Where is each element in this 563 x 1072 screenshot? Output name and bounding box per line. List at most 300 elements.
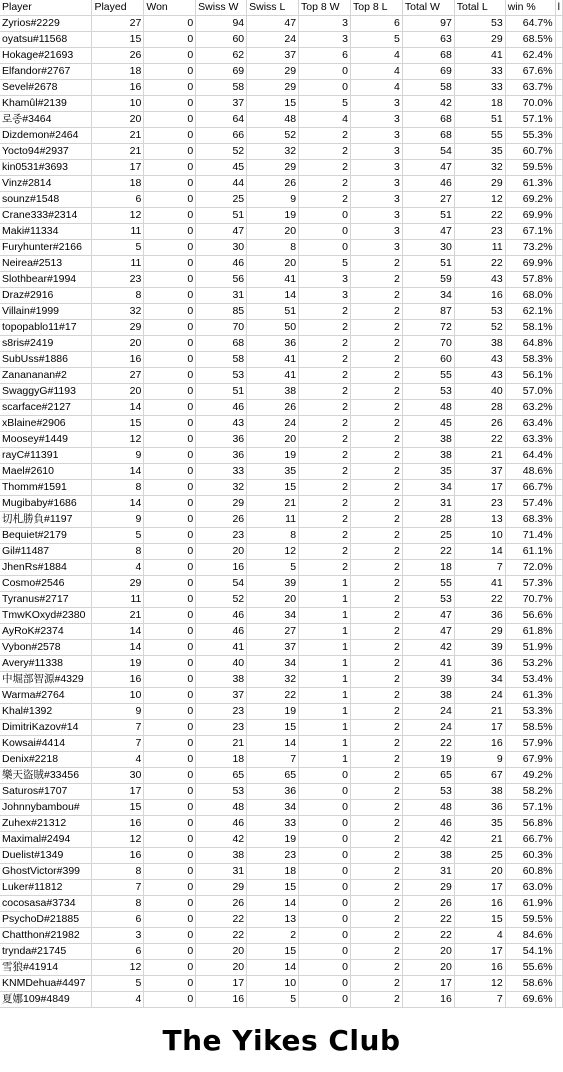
win-pct-cell: 61.3% bbox=[505, 176, 555, 192]
played-cell: 12 bbox=[92, 832, 144, 848]
player-name: PsychoD#21885 bbox=[0, 912, 92, 928]
won-cell: 0 bbox=[144, 720, 196, 736]
total-l-cell: 13 bbox=[454, 512, 505, 528]
player-name: Dizdemon#2464 bbox=[0, 128, 92, 144]
extra-cell bbox=[555, 768, 562, 784]
extra-cell bbox=[555, 192, 562, 208]
total-w-cell: 19 bbox=[402, 752, 454, 768]
table-row bbox=[0, 528, 563, 544]
top8-l-cell: 2 bbox=[350, 384, 402, 400]
top8-w-cell: 1 bbox=[299, 720, 351, 736]
swiss-w-cell: 20 bbox=[196, 544, 247, 560]
swiss-l-cell: 23 bbox=[247, 848, 299, 864]
top8-w-cell: 2 bbox=[299, 144, 351, 160]
top8-l-cell: 2 bbox=[350, 832, 402, 848]
swiss-w-cell: 40 bbox=[196, 656, 247, 672]
extra-cell bbox=[555, 816, 562, 832]
table-row bbox=[0, 320, 563, 336]
total-w-cell: 22 bbox=[402, 912, 454, 928]
table-row bbox=[0, 400, 563, 416]
top8-l-cell: 2 bbox=[350, 864, 402, 880]
top8-l-cell: 2 bbox=[350, 560, 402, 576]
swiss-w-cell: 46 bbox=[196, 624, 247, 640]
swiss-l-cell: 10 bbox=[247, 976, 299, 992]
swiss-l-cell: 29 bbox=[247, 64, 299, 80]
total-l-cell: 22 bbox=[454, 256, 505, 272]
played-cell: 11 bbox=[92, 592, 144, 608]
extra-cell bbox=[555, 128, 562, 144]
top8-l-cell: 3 bbox=[350, 112, 402, 128]
top8-l-cell: 2 bbox=[350, 496, 402, 512]
win-pct-cell: 61.3% bbox=[505, 688, 555, 704]
top8-l-cell: 2 bbox=[350, 720, 402, 736]
header-top8-l: Top 8 L bbox=[350, 0, 402, 16]
total-w-cell: 53 bbox=[402, 592, 454, 608]
swiss-w-cell: 32 bbox=[196, 480, 247, 496]
extra-cell bbox=[555, 16, 562, 32]
extra-cell bbox=[555, 208, 562, 224]
swiss-l-cell: 35 bbox=[247, 464, 299, 480]
won-cell: 0 bbox=[144, 560, 196, 576]
swiss-w-cell: 51 bbox=[196, 208, 247, 224]
total-l-cell: 16 bbox=[454, 288, 505, 304]
swiss-w-cell: 26 bbox=[196, 896, 247, 912]
top8-l-cell: 2 bbox=[350, 624, 402, 640]
played-cell: 11 bbox=[92, 256, 144, 272]
played-cell: 16 bbox=[92, 672, 144, 688]
played-cell: 14 bbox=[92, 400, 144, 416]
player-name: Denix#2218 bbox=[0, 752, 92, 768]
swiss-l-cell: 8 bbox=[247, 240, 299, 256]
won-cell: 0 bbox=[144, 736, 196, 752]
player-name: oyatsu#11568 bbox=[0, 32, 92, 48]
won-cell: 0 bbox=[144, 816, 196, 832]
player-name: Crane333#2314 bbox=[0, 208, 92, 224]
player-name: Vinz#2814 bbox=[0, 176, 92, 192]
swiss-l-cell: 36 bbox=[247, 336, 299, 352]
won-cell: 0 bbox=[144, 608, 196, 624]
table-row bbox=[0, 992, 563, 1008]
top8-l-cell: 2 bbox=[350, 800, 402, 816]
top8-l-cell: 4 bbox=[350, 64, 402, 80]
table-row bbox=[0, 720, 563, 736]
top8-l-cell: 3 bbox=[350, 240, 402, 256]
extra-cell bbox=[555, 416, 562, 432]
win-pct-cell: 57.1% bbox=[505, 800, 555, 816]
top8-w-cell: 1 bbox=[299, 672, 351, 688]
win-pct-cell: 69.2% bbox=[505, 192, 555, 208]
extra-cell bbox=[555, 400, 562, 416]
swiss-l-cell: 14 bbox=[247, 288, 299, 304]
player-name: rayC#11391 bbox=[0, 448, 92, 464]
total-w-cell: 53 bbox=[402, 384, 454, 400]
top8-l-cell: 3 bbox=[350, 160, 402, 176]
total-l-cell: 4 bbox=[454, 928, 505, 944]
total-l-cell: 22 bbox=[454, 208, 505, 224]
swiss-l-cell: 19 bbox=[247, 704, 299, 720]
extra-cell bbox=[555, 560, 562, 576]
total-w-cell: 25 bbox=[402, 528, 454, 544]
top8-w-cell: 2 bbox=[299, 432, 351, 448]
played-cell: 7 bbox=[92, 720, 144, 736]
won-cell: 0 bbox=[144, 336, 196, 352]
table-row bbox=[0, 624, 563, 640]
swiss-l-cell: 38 bbox=[247, 384, 299, 400]
win-pct-cell: 60.7% bbox=[505, 144, 555, 160]
swiss-l-cell: 34 bbox=[247, 656, 299, 672]
total-l-cell: 29 bbox=[454, 176, 505, 192]
win-pct-cell: 58.1% bbox=[505, 320, 555, 336]
total-w-cell: 63 bbox=[402, 32, 454, 48]
played-cell: 17 bbox=[92, 160, 144, 176]
played-cell: 20 bbox=[92, 384, 144, 400]
swiss-w-cell: 45 bbox=[196, 160, 247, 176]
total-l-cell: 7 bbox=[454, 992, 505, 1008]
total-l-cell: 36 bbox=[454, 608, 505, 624]
extra-cell bbox=[555, 432, 562, 448]
swiss-w-cell: 23 bbox=[196, 704, 247, 720]
top8-w-cell: 2 bbox=[299, 352, 351, 368]
top8-w-cell: 2 bbox=[299, 528, 351, 544]
extra-cell bbox=[555, 480, 562, 496]
swiss-w-cell: 21 bbox=[196, 736, 247, 752]
total-l-cell: 21 bbox=[454, 704, 505, 720]
swiss-l-cell: 14 bbox=[247, 736, 299, 752]
win-pct-cell: 63.0% bbox=[505, 880, 555, 896]
won-cell: 0 bbox=[144, 160, 196, 176]
win-pct-cell: 57.3% bbox=[505, 576, 555, 592]
win-pct-cell: 70.0% bbox=[505, 96, 555, 112]
win-pct-cell: 60.3% bbox=[505, 848, 555, 864]
extra-cell bbox=[555, 512, 562, 528]
total-w-cell: 42 bbox=[402, 832, 454, 848]
extra-cell bbox=[555, 704, 562, 720]
extra-cell bbox=[555, 496, 562, 512]
player-name: 雪狼#41914 bbox=[0, 960, 92, 976]
extra-cell bbox=[555, 752, 562, 768]
win-pct-cell: 64.7% bbox=[505, 16, 555, 32]
won-cell: 0 bbox=[144, 320, 196, 336]
top8-l-cell: 2 bbox=[350, 320, 402, 336]
swiss-w-cell: 23 bbox=[196, 720, 247, 736]
total-w-cell: 31 bbox=[402, 496, 454, 512]
total-w-cell: 51 bbox=[402, 256, 454, 272]
top8-l-cell: 2 bbox=[350, 960, 402, 976]
extra-cell bbox=[555, 592, 562, 608]
swiss-l-cell: 13 bbox=[247, 912, 299, 928]
total-l-cell: 23 bbox=[454, 496, 505, 512]
played-cell: 11 bbox=[92, 224, 144, 240]
top8-l-cell: 2 bbox=[350, 352, 402, 368]
win-pct-cell: 63.7% bbox=[505, 80, 555, 96]
extra-cell bbox=[555, 336, 562, 352]
player-name: GhostVictor#399 bbox=[0, 864, 92, 880]
player-name: Sevel#2678 bbox=[0, 80, 92, 96]
swiss-l-cell: 5 bbox=[247, 560, 299, 576]
total-w-cell: 87 bbox=[402, 304, 454, 320]
extra-cell bbox=[555, 912, 562, 928]
total-w-cell: 42 bbox=[402, 96, 454, 112]
swiss-w-cell: 94 bbox=[196, 16, 247, 32]
player-name: cocosasa#3734 bbox=[0, 896, 92, 912]
win-pct-cell: 57.9% bbox=[505, 736, 555, 752]
top8-w-cell: 0 bbox=[299, 800, 351, 816]
swiss-w-cell: 53 bbox=[196, 368, 247, 384]
won-cell: 0 bbox=[144, 800, 196, 816]
extra-cell bbox=[555, 928, 562, 944]
played-cell: 5 bbox=[92, 240, 144, 256]
extra-cell bbox=[555, 672, 562, 688]
total-w-cell: 47 bbox=[402, 160, 454, 176]
player-name: 夏娜109#4849 bbox=[0, 992, 92, 1008]
top8-l-cell: 2 bbox=[350, 848, 402, 864]
total-w-cell: 48 bbox=[402, 800, 454, 816]
extra-cell bbox=[555, 384, 562, 400]
total-w-cell: 22 bbox=[402, 928, 454, 944]
total-l-cell: 9 bbox=[454, 752, 505, 768]
player-name: JhenRs#1884 bbox=[0, 560, 92, 576]
win-pct-cell: 66.7% bbox=[505, 832, 555, 848]
swiss-w-cell: 69 bbox=[196, 64, 247, 80]
swiss-l-cell: 32 bbox=[247, 672, 299, 688]
total-w-cell: 38 bbox=[402, 848, 454, 864]
extra-cell bbox=[555, 352, 562, 368]
swiss-w-cell: 58 bbox=[196, 80, 247, 96]
top8-w-cell: 0 bbox=[299, 208, 351, 224]
total-l-cell: 38 bbox=[454, 336, 505, 352]
table-row bbox=[0, 672, 563, 688]
top8-l-cell: 2 bbox=[350, 784, 402, 800]
top8-w-cell: 3 bbox=[299, 288, 351, 304]
swiss-w-cell: 46 bbox=[196, 256, 247, 272]
swiss-w-cell: 36 bbox=[196, 448, 247, 464]
total-w-cell: 38 bbox=[402, 688, 454, 704]
total-l-cell: 23 bbox=[454, 224, 505, 240]
extra-cell bbox=[555, 848, 562, 864]
player-name: Duelist#1349 bbox=[0, 848, 92, 864]
swiss-w-cell: 18 bbox=[196, 752, 247, 768]
header-player: Player bbox=[0, 0, 92, 16]
swiss-l-cell: 20 bbox=[247, 432, 299, 448]
extra-cell bbox=[555, 464, 562, 480]
swiss-l-cell: 19 bbox=[247, 208, 299, 224]
played-cell: 16 bbox=[92, 816, 144, 832]
total-w-cell: 47 bbox=[402, 608, 454, 624]
swiss-l-cell: 15 bbox=[247, 880, 299, 896]
extra-cell bbox=[555, 640, 562, 656]
total-w-cell: 17 bbox=[402, 976, 454, 992]
win-pct-cell: 58.6% bbox=[505, 976, 555, 992]
swiss-l-cell: 37 bbox=[247, 48, 299, 64]
top8-l-cell: 3 bbox=[350, 176, 402, 192]
played-cell: 21 bbox=[92, 128, 144, 144]
table-row bbox=[0, 928, 563, 944]
extra-cell bbox=[555, 544, 562, 560]
top8-w-cell: 2 bbox=[299, 496, 351, 512]
swiss-w-cell: 25 bbox=[196, 192, 247, 208]
total-l-cell: 43 bbox=[454, 272, 505, 288]
total-l-cell: 33 bbox=[454, 64, 505, 80]
top8-w-cell: 2 bbox=[299, 128, 351, 144]
table-row bbox=[0, 768, 563, 784]
top8-l-cell: 2 bbox=[350, 448, 402, 464]
total-w-cell: 45 bbox=[402, 416, 454, 432]
total-w-cell: 28 bbox=[402, 512, 454, 528]
total-l-cell: 39 bbox=[454, 640, 505, 656]
table-row bbox=[0, 384, 563, 400]
swiss-w-cell: 52 bbox=[196, 592, 247, 608]
top8-w-cell: 2 bbox=[299, 320, 351, 336]
win-pct-cell: 57.8% bbox=[505, 272, 555, 288]
win-pct-cell: 64.4% bbox=[505, 448, 555, 464]
played-cell: 8 bbox=[92, 480, 144, 496]
player-name: Khal#1392 bbox=[0, 704, 92, 720]
swiss-w-cell: 44 bbox=[196, 176, 247, 192]
played-cell: 7 bbox=[92, 880, 144, 896]
top8-l-cell: 2 bbox=[350, 880, 402, 896]
top8-l-cell: 2 bbox=[350, 256, 402, 272]
top8-l-cell: 2 bbox=[350, 896, 402, 912]
top8-w-cell: 1 bbox=[299, 592, 351, 608]
swiss-w-cell: 51 bbox=[196, 384, 247, 400]
total-w-cell: 39 bbox=[402, 672, 454, 688]
top8-l-cell: 2 bbox=[350, 576, 402, 592]
won-cell: 0 bbox=[144, 416, 196, 432]
won-cell: 0 bbox=[144, 880, 196, 896]
table-row bbox=[0, 336, 563, 352]
swiss-l-cell: 47 bbox=[247, 16, 299, 32]
top8-l-cell: 2 bbox=[350, 288, 402, 304]
swiss-w-cell: 41 bbox=[196, 640, 247, 656]
table-row bbox=[0, 576, 563, 592]
swiss-l-cell: 52 bbox=[247, 128, 299, 144]
player-name: Gil#11487 bbox=[0, 544, 92, 560]
header-row bbox=[0, 0, 563, 16]
top8-l-cell: 3 bbox=[350, 128, 402, 144]
win-pct-cell: 53.4% bbox=[505, 672, 555, 688]
extra-cell bbox=[555, 528, 562, 544]
swiss-w-cell: 54 bbox=[196, 576, 247, 592]
played-cell: 16 bbox=[92, 848, 144, 864]
played-cell: 8 bbox=[92, 896, 144, 912]
table-row bbox=[0, 448, 563, 464]
total-l-cell: 17 bbox=[454, 880, 505, 896]
win-pct-cell: 56.8% bbox=[505, 816, 555, 832]
table-row bbox=[0, 752, 563, 768]
table-row bbox=[0, 144, 563, 160]
table-row bbox=[0, 240, 563, 256]
swiss-w-cell: 31 bbox=[196, 864, 247, 880]
header-swiss-w: Swiss W bbox=[196, 0, 247, 16]
won-cell: 0 bbox=[144, 448, 196, 464]
top8-w-cell: 0 bbox=[299, 960, 351, 976]
total-w-cell: 20 bbox=[402, 960, 454, 976]
swiss-l-cell: 36 bbox=[247, 784, 299, 800]
won-cell: 0 bbox=[144, 576, 196, 592]
total-l-cell: 18 bbox=[454, 96, 505, 112]
won-cell: 0 bbox=[144, 512, 196, 528]
table-row bbox=[0, 32, 563, 48]
won-cell: 0 bbox=[144, 304, 196, 320]
top8-l-cell: 3 bbox=[350, 96, 402, 112]
won-cell: 0 bbox=[144, 480, 196, 496]
table-row bbox=[0, 848, 563, 864]
won-cell: 0 bbox=[144, 832, 196, 848]
win-pct-cell: 51.9% bbox=[505, 640, 555, 656]
total-l-cell: 16 bbox=[454, 896, 505, 912]
total-l-cell: 29 bbox=[454, 624, 505, 640]
won-cell: 0 bbox=[144, 896, 196, 912]
extra-cell bbox=[555, 224, 562, 240]
table-row bbox=[0, 352, 563, 368]
top8-w-cell: 1 bbox=[299, 608, 351, 624]
total-l-cell: 10 bbox=[454, 528, 505, 544]
played-cell: 21 bbox=[92, 608, 144, 624]
table-row bbox=[0, 800, 563, 816]
total-l-cell: 16 bbox=[454, 736, 505, 752]
player-name: Thomm#1591 bbox=[0, 480, 92, 496]
extra-cell bbox=[555, 864, 562, 880]
total-l-cell: 67 bbox=[454, 768, 505, 784]
extra-cell bbox=[555, 272, 562, 288]
header-swiss-l: Swiss L bbox=[247, 0, 299, 16]
total-l-cell: 43 bbox=[454, 368, 505, 384]
extra-cell bbox=[555, 736, 562, 752]
played-cell: 8 bbox=[92, 288, 144, 304]
extra-cell bbox=[555, 944, 562, 960]
total-l-cell: 22 bbox=[454, 432, 505, 448]
extra-cell bbox=[555, 160, 562, 176]
top8-w-cell: 1 bbox=[299, 624, 351, 640]
won-cell: 0 bbox=[144, 592, 196, 608]
extra-cell bbox=[555, 32, 562, 48]
extra-cell bbox=[555, 624, 562, 640]
swiss-w-cell: 70 bbox=[196, 320, 247, 336]
win-pct-cell: 73.2% bbox=[505, 240, 555, 256]
top8-l-cell: 2 bbox=[350, 272, 402, 288]
extra-cell bbox=[555, 608, 562, 624]
swiss-w-cell: 16 bbox=[196, 560, 247, 576]
swiss-w-cell: 38 bbox=[196, 848, 247, 864]
swiss-w-cell: 85 bbox=[196, 304, 247, 320]
top8-l-cell: 5 bbox=[350, 32, 402, 48]
top8-l-cell: 2 bbox=[350, 592, 402, 608]
won-cell: 0 bbox=[144, 384, 196, 400]
player-name: trynda#21745 bbox=[0, 944, 92, 960]
player-name: Villain#1999 bbox=[0, 304, 92, 320]
won-cell: 0 bbox=[144, 656, 196, 672]
table-row bbox=[0, 288, 563, 304]
played-cell: 18 bbox=[92, 176, 144, 192]
played-cell: 21 bbox=[92, 144, 144, 160]
win-pct-cell: 59.5% bbox=[505, 160, 555, 176]
total-w-cell: 22 bbox=[402, 736, 454, 752]
played-cell: 12 bbox=[92, 432, 144, 448]
total-l-cell: 55 bbox=[454, 128, 505, 144]
top8-l-cell: 2 bbox=[350, 528, 402, 544]
win-pct-cell: 64.8% bbox=[505, 336, 555, 352]
header-total-l: Total L bbox=[454, 0, 505, 16]
table-row bbox=[0, 368, 563, 384]
played-cell: 14 bbox=[92, 640, 144, 656]
total-l-cell: 15 bbox=[454, 912, 505, 928]
extra-cell bbox=[555, 720, 562, 736]
top8-w-cell: 0 bbox=[299, 896, 351, 912]
swiss-l-cell: 24 bbox=[247, 32, 299, 48]
total-w-cell: 24 bbox=[402, 704, 454, 720]
extra-cell bbox=[555, 960, 562, 976]
win-pct-cell: 69.9% bbox=[505, 256, 555, 272]
